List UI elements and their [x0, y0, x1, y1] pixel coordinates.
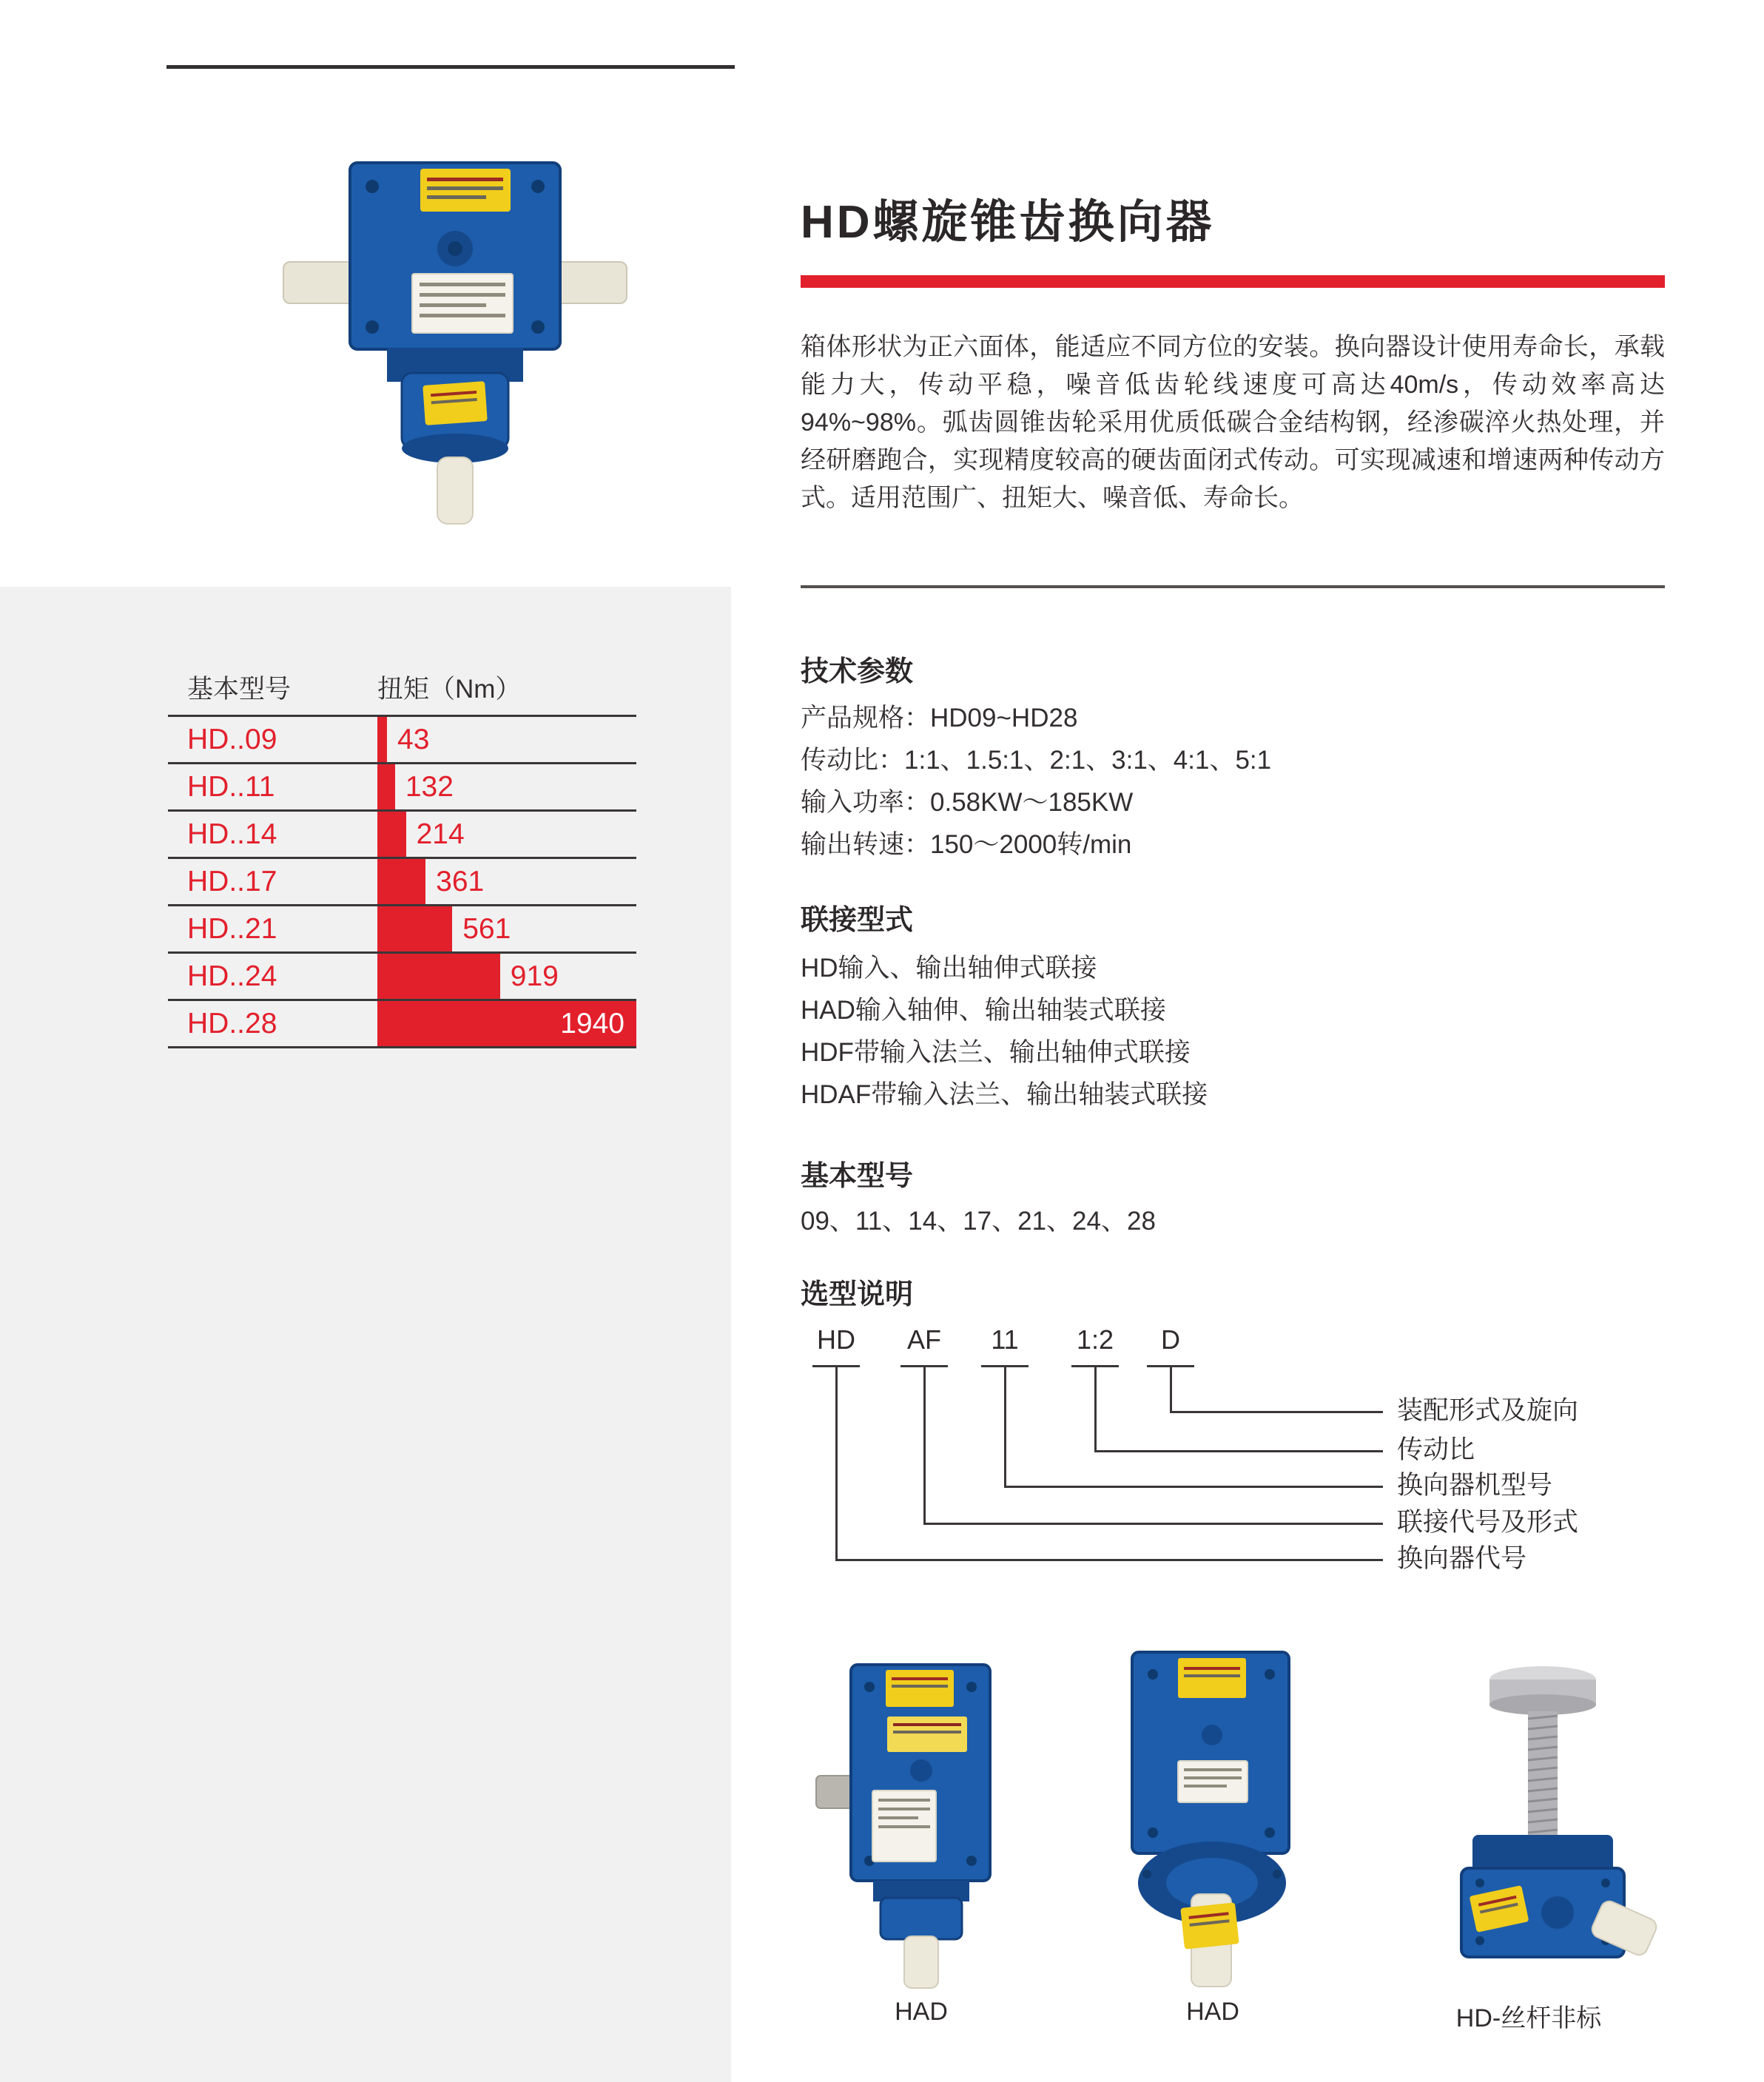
basic-models-heading: 基本型号: [801, 1161, 914, 1192]
torque-bar: [377, 954, 500, 999]
diagram-vline: [923, 1365, 926, 1523]
diagram-hline: [835, 1559, 1383, 1561]
diagram-vline: [1094, 1365, 1097, 1450]
connection-item: HAD输入轴伸、输出轴装式联接: [801, 996, 1166, 1025]
gallery-caption-2: HAD: [1186, 1998, 1239, 2026]
torque-bar-track: [377, 717, 636, 762]
diagram-label: 联接代号及形式: [1397, 1508, 1579, 1537]
tech-param-item: 输出转速：150～2000转/min: [801, 830, 1132, 859]
diagram-hline: [1094, 1450, 1383, 1452]
table-row: [168, 951, 636, 999]
col-header-model: 基本型号: [187, 675, 292, 704]
gallery-caption-1: HAD: [895, 1998, 948, 2026]
torque-value: 361: [436, 865, 485, 897]
table-row: [168, 762, 636, 809]
tech-param-item: 输入功率：0.58KW～185KW: [801, 788, 1134, 817]
product-photo-main: [263, 124, 647, 539]
selection-code: HD: [817, 1324, 855, 1355]
page-title: HD螺旋锥齿换向器: [801, 197, 1215, 248]
model-label: HD..09: [187, 724, 277, 755]
section-divider-rule: [801, 585, 1665, 588]
selection-code: D: [1161, 1324, 1180, 1355]
model-label: HD..24: [187, 960, 277, 992]
diagram-label: 换向器代号: [1397, 1544, 1527, 1573]
torque-bar: [377, 764, 395, 809]
table-row: [168, 715, 636, 762]
selection-heading: 选型说明: [801, 1279, 914, 1310]
diagram-hline: [1170, 1411, 1383, 1413]
table-row: [168, 809, 636, 857]
tech-params-list: [801, 697, 1271, 866]
model-label: HD..17: [187, 866, 277, 897]
intro-paragraph: 箱体形状为正六面体，能适应不同方位的安装。换向器设计使用寿命长，承载能力大，传动平稳，噪音低齿轮线速度可高达40m/s，传动效率高达94%~98%。弧齿圆锥齿轮采用优质低碳合金结构钢，经渗碳淬火热处理，并经研磨跑合，实现精度较高的硬齿面闭式传动。可实现减速和增速两种传动方式。适用范围广、扭矩大、噪音低、寿命长。: [801, 333, 1665, 512]
selection-code: 11: [991, 1324, 1019, 1355]
col-header-torque: 扭矩（Nm）: [377, 675, 522, 704]
torque-bar-track: [377, 859, 636, 904]
gallery-photo-3: [1421, 1646, 1665, 1998]
torque-value: 214: [416, 818, 465, 850]
connection-heading: 联接型式: [801, 905, 914, 936]
tech-params-heading: 技术参数: [801, 656, 914, 687]
gallery-caption-3: HD-丝杆非标: [1455, 2004, 1602, 2032]
model-label: HD..21: [187, 913, 277, 945]
selection-code: 1:2: [1076, 1324, 1114, 1355]
table-row: [168, 999, 636, 1046]
torque-bar-track: [377, 812, 636, 857]
torque-value: 919: [510, 960, 559, 992]
connection-item: HDAF带输入法兰、输出轴装式联接: [801, 1080, 1208, 1109]
tech-param-item: 传动比：1:1、1.5:1、2:1、3:1、4:1、5:1: [801, 746, 1272, 775]
torque-bar-track: [377, 1001, 636, 1046]
table-row: [168, 904, 636, 951]
torque-bar-track: [377, 764, 636, 809]
torque-value: 132: [405, 770, 454, 803]
model-label: HD..28: [187, 1008, 277, 1040]
torque-bar: [377, 717, 387, 762]
torque-value: 43: [397, 723, 430, 755]
tech-param-item: 产品规格：HD09~HD28: [801, 704, 1078, 732]
torque-bar-track: [377, 906, 636, 951]
gallery-photo-1: [810, 1646, 1032, 1994]
basic-models-list: [801, 1200, 1156, 1242]
torque-table-header: [168, 663, 636, 709]
diagram-label: 传动比: [1397, 1435, 1475, 1464]
connection-item: HD输入、输出轴伸式联接: [801, 954, 1097, 983]
diagram-vline: [1004, 1365, 1006, 1486]
selection-code: AF: [906, 1324, 941, 1355]
torque-table: [168, 663, 636, 1048]
diagram-vline: [835, 1365, 838, 1559]
torque-table-grid: [168, 715, 636, 1048]
torque-value: 561: [462, 912, 511, 945]
model-label: HD..11: [187, 771, 275, 803]
connection-list: [801, 947, 1208, 1116]
gallery-photo-2: [1095, 1639, 1332, 1998]
diagram-hline: [923, 1523, 1383, 1525]
torque-bar: [377, 906, 452, 951]
torque-value: 1940: [560, 1007, 625, 1040]
gearbox-illustration: [263, 124, 647, 539]
connection-item: HDF带输入法兰、输出轴伸式联接: [801, 1038, 1191, 1067]
diagram-vline: [1170, 1365, 1172, 1411]
torque-bar: [377, 859, 425, 904]
torque-bar-track: [377, 954, 636, 999]
torque-bar: [377, 812, 406, 857]
diagram-hline: [1004, 1486, 1383, 1488]
top-rule: [166, 65, 735, 69]
title-underline-bar: [801, 275, 1665, 288]
diagram-label: 换向器机型号: [1397, 1471, 1553, 1500]
diagram-label: 装配形式及旋向: [1397, 1396, 1579, 1425]
model-label: HD..14: [187, 818, 277, 850]
table-row: [168, 857, 636, 904]
basic-models-item: 09、11、14、17、21、24、28: [801, 1207, 1156, 1236]
